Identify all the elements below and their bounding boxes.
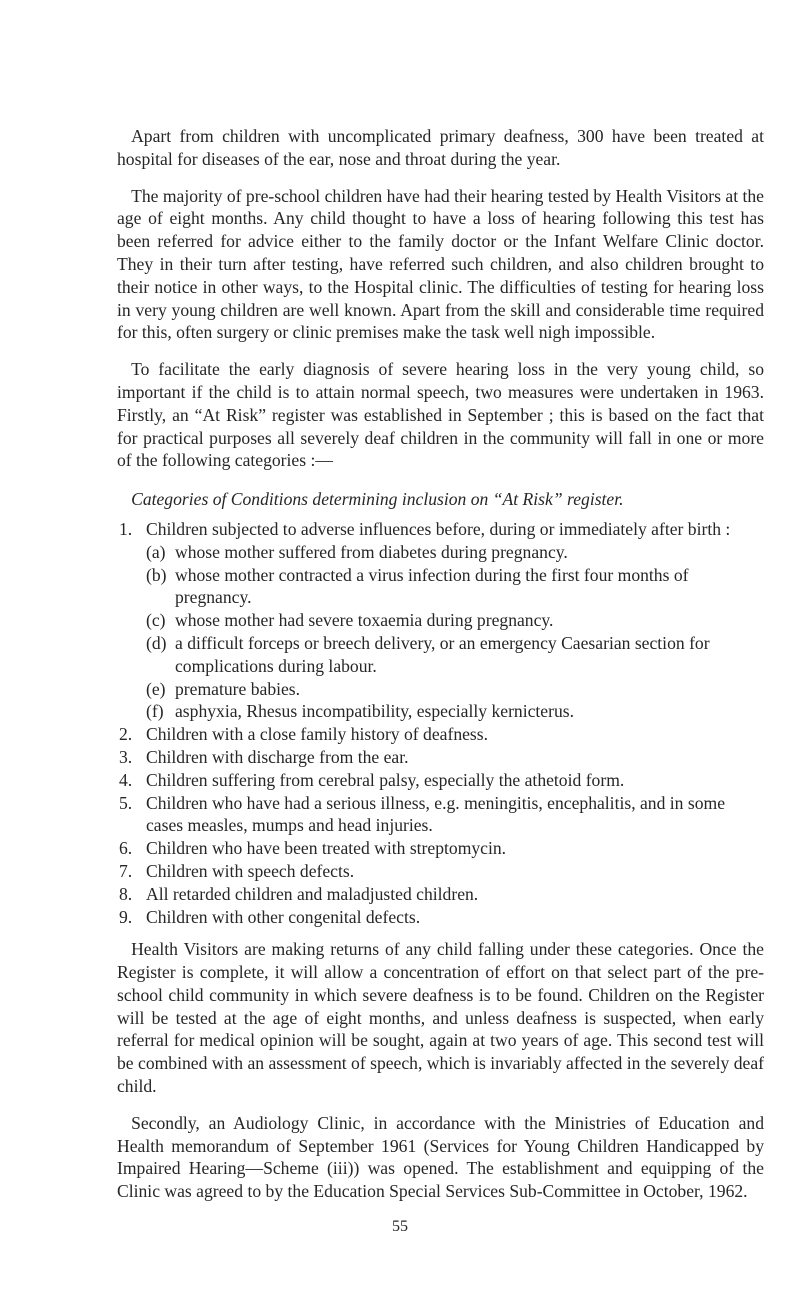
category-item [117, 769, 764, 792]
sub-category-item [146, 632, 764, 678]
category-number: 3. [119, 746, 133, 767]
paragraph-at-risk-register: To facilitate the early diagnosis of severe hearing loss in the very young child, so important if the child is to attain normal speech, two measures were undertaken in 1963. Firstly, an “At Risk” register was established in September ; this is based on the fact that for practical purposes all severely deaf children in the community will fall in one or more of the following categories :— [117, 359, 764, 471]
category-number: 6. [119, 838, 133, 859]
category-number: 7. [119, 860, 133, 881]
text-column [117, 125, 764, 1217]
sub-category-letter: (b) [146, 564, 167, 585]
category-number: 8. [119, 883, 133, 904]
category-number: 5. [119, 792, 133, 813]
sub-category-letter: (d) [146, 632, 167, 653]
category-text: Children with other congenital defects. [146, 906, 421, 927]
categories-list [117, 518, 764, 928]
category-text: Children with speech defects. [146, 860, 355, 881]
sub-category-list [146, 541, 764, 723]
category-number: 4. [119, 769, 133, 790]
sub-category-letter: (c) [146, 610, 166, 631]
category-number: 2. [119, 724, 133, 745]
category-text: Children subjected to adverse influences before, during or immediately after birth : [146, 518, 731, 539]
sub-category-text: whose mother had severe toxaemia during pregnancy. [175, 610, 554, 631]
category-text: Children who have had a serious illness, e.g. meningitis, encephalitis, and in some cases measles, mumps and head injuries. [146, 792, 726, 836]
category-item [117, 837, 764, 860]
sub-category-item [146, 678, 764, 701]
sub-category-item [146, 700, 764, 723]
paragraph-health-visitors-returns: Health Visitors are making returns of any child falling under these categories. Once the Register is complete, it will allow a concentration of effort on that select part of the pre-school child community in which severe deafness is to be found. Children on the Register will be tested at the age of eight months, and unless deafness is suspected, when early referral for medical opinion will be sought, again at two years of age. This second test will be combined with an assessment of speech, which is invariably affected in the severely deaf child. [117, 939, 764, 1097]
sub-category-item [146, 609, 764, 632]
category-number: 1. [119, 518, 133, 539]
page-number: 55 [392, 1218, 408, 1235]
sub-category-text: premature babies. [175, 678, 301, 699]
sub-category-letter: (f) [146, 701, 164, 722]
sub-category-letter: (e) [146, 678, 166, 699]
category-item [117, 518, 764, 723]
category-item [117, 860, 764, 883]
category-text: Children who have been treated with streptomycin. [146, 838, 507, 859]
category-text: Children suffering from cerebral palsy, especially the athetoid form. [146, 769, 625, 790]
sub-category-text: a difficult forceps or breech delivery, or an emergency Caesarian section for complications during labour. [175, 632, 710, 676]
category-item [117, 906, 764, 929]
category-text: Children with a close family history of deafness. [146, 724, 489, 745]
paragraph-audiology-clinic: Secondly, an Audiology Clinic, in accordance with the Ministries of Education and Health memorandum of September 1961 (Services for Young Children Handicapped by Impaired Hearing—Scheme (iii)) was opened. The establishment and equipping of the Clinic was agreed to by the Education Special Services Sub-Committee in October, 1962. [117, 1112, 764, 1202]
category-item [117, 883, 764, 906]
category-text: All retarded children and maladjusted children. [146, 883, 479, 904]
sub-category-item [146, 564, 764, 610]
sub-category-item [146, 541, 764, 564]
categories-caption: Categories of Conditions determining inclusion on “At Risk” register. [131, 489, 624, 510]
sub-category-text: whose mother suffered from diabetes during pregnancy. [175, 541, 568, 562]
category-item [117, 792, 764, 838]
category-text: Children with discharge from the ear. [146, 746, 409, 767]
category-item [117, 746, 764, 769]
sub-category-letter: (a) [146, 541, 166, 562]
sub-category-text: asphyxia, Rhesus incompatibility, especially kernicterus. [175, 701, 575, 722]
category-item [117, 723, 764, 746]
category-number: 9. [119, 906, 133, 927]
paragraph-treated-hospital: Apart from children with uncomplicated primary deafness, 300 have been treated at hospital for diseases of the ear, nose and throat during the year. [117, 126, 764, 169]
paragraph-pre-school-testing: The majority of pre-school children have had their hearing tested by Health Visitors at the age of eight months. Any child thought to have a loss of hearing following this test has been referred for advice either to the family doctor or the Infant Welfare Clinic doctor. They in their turn after testing, have referred such children, and also children brought to their notice in other ways, to the Hospital clinic. The difficulties of testing for hearing loss in very young children are well known. Apart from the skill and considerable time required for this, often surgery or clinic premises make the task well nigh impossible. [117, 185, 764, 343]
sub-category-text: whose mother contracted a virus infection during the first four months of pregnancy. [175, 564, 689, 608]
